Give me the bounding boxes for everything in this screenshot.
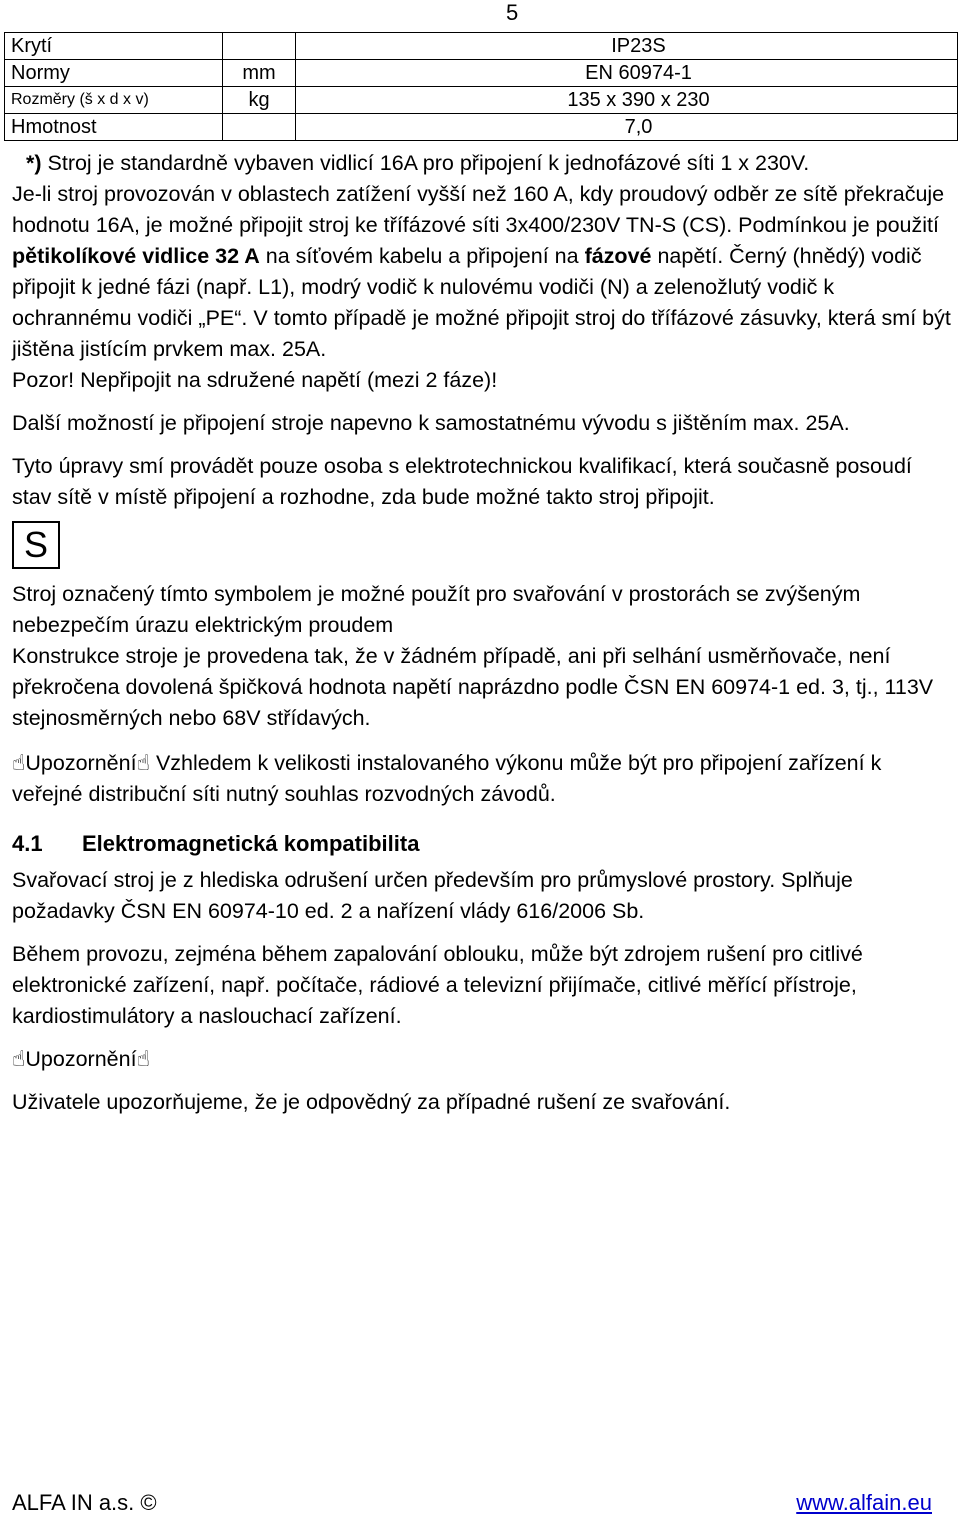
spec-value: EN 60974-1 bbox=[296, 60, 958, 87]
s-symbol-paragraph: Stroj označený tímto symbolem je možné použít pro svařování v prostorách se zvýšeným nebezpečím úrazu elektrickým proudem bbox=[12, 582, 861, 637]
text-run: napětí. Černý (hnědý) vodič připojit k jedné fázi (např. L1), modrý vodič k nulovému vodiči (N) a zelenožlutý vodič k ochrannému vodiči „PE“. V tomto případě je možné připojit stroj do třífázové zásuvky, která smí být jištěna jistícím prvkem max. 25A. bbox=[12, 244, 951, 361]
note-marker: *) bbox=[26, 151, 42, 175]
hand-pointing-icon: ☝ bbox=[136, 1047, 150, 1072]
table-row bbox=[5, 60, 958, 87]
spec-unit bbox=[223, 33, 296, 60]
table-row bbox=[5, 33, 958, 60]
notice-label: Upozornění bbox=[25, 751, 137, 775]
spec-label: Krytí bbox=[5, 33, 223, 60]
footer-company: ALFA IN a.s. © bbox=[12, 1490, 157, 1515]
table-row bbox=[5, 87, 958, 114]
qualified-person-paragraph: Tyto úpravy smí provádět pouze osoba s elektrotechnickou kvalifikací, která současně posoudí stav sítě v místě připojení a rozhodne, zda bude možné takto stroj připojit. bbox=[12, 454, 912, 509]
spec-value: IP23S bbox=[296, 33, 958, 60]
construction-paragraph: Konstrukce stroje je provedena tak, že v žádném případě, ani při selhání usměrňovače, není překročena dovolená špičková hodnota napětí naprázdno podle ČSN EN 60974-1 ed. 3, tj., 113V stejnosměrných nebo 68V střídavých. bbox=[12, 644, 934, 730]
bold-text: pětikolíkové vidlice 32 A bbox=[12, 244, 260, 268]
section-number: 4.1 bbox=[12, 831, 43, 856]
spec-unit: mm bbox=[223, 60, 296, 87]
hand-pointing-icon: ☝ bbox=[136, 751, 150, 776]
section-heading bbox=[12, 828, 952, 859]
page-content bbox=[12, 148, 952, 1118]
notice-text: Vzhledem k velikosti instalovaného výkonu může být pro připojení zařízení k veřejné distribuční síti nutný souhlas rozvodných závodů. bbox=[12, 751, 882, 806]
fixed-connection-paragraph: Další možností je připojení stroje napevno k samostatnému vývodu s jištěním max. 25A. bbox=[12, 411, 850, 435]
three-phase-paragraph bbox=[12, 179, 952, 365]
notice-paragraph bbox=[12, 748, 952, 810]
spec-value: 7,0 bbox=[296, 114, 958, 141]
spec-label: Normy bbox=[5, 60, 223, 87]
notice-label: Upozornění bbox=[25, 1047, 137, 1071]
warning-line: Pozor! Nepřipojit na sdružené napětí (mezi 2 fáze)! bbox=[12, 368, 498, 392]
spec-label: Hmotnost bbox=[5, 114, 223, 141]
hand-pointing-icon: ☝ bbox=[12, 1047, 26, 1072]
text-run: na síťovém kabelu a připojení na bbox=[259, 244, 585, 268]
section-title: Elektromagnetická kompatibilita bbox=[82, 831, 420, 856]
footer-website-link[interactable]: www.alfain.eu bbox=[796, 1490, 932, 1515]
s-symbol-icon: S bbox=[12, 521, 60, 569]
user-responsibility-paragraph: Uživatele upozorňujeme, že je odpovědný za případné rušení ze svařování. bbox=[12, 1090, 731, 1114]
table-row bbox=[5, 114, 958, 141]
note-paragraph bbox=[12, 148, 952, 179]
spec-unit: kg bbox=[223, 87, 296, 114]
text-run: Je-li stroj provozován v oblastech zatížení vyšší než 160 A, kdy proudový odběr ze sítě překračuje hodnotu 16A, je možné připojit stroj ke třífázové síti 3x400/230V TN-S (CS). Podmínkou je použití bbox=[12, 182, 945, 237]
emc-interference-paragraph: Během provozu, zejména během zapalování oblouku, může být zdrojem rušení pro citlivé elektronické zařízení, např. počítače, rádiové a televizní přijímače, citlivé měřící přístroje, kardiostimulátory a naslouchací zařízení. bbox=[12, 942, 863, 1028]
spec-unit bbox=[223, 114, 296, 141]
page-number: 5 bbox=[506, 0, 519, 25]
emc-paragraph: Svařovací stroj je z hlediska odrušení určen především pro průmyslové prostory. Splňuje požadavky ČSN EN 60974-10 ed. 2 a nařízení vlády 616/2006 Sb. bbox=[12, 868, 853, 923]
hand-pointing-icon: ☝ bbox=[12, 751, 26, 776]
note-text: Stroj je standardně vybaven vidlicí 16A pro připojení k jednofázové síti 1 x 230V. bbox=[41, 151, 810, 175]
notice-paragraph bbox=[12, 1044, 952, 1075]
spec-label: Rozměry (š x d x v) bbox=[5, 87, 223, 114]
spec-table bbox=[4, 32, 958, 141]
spec-value: 135 x 390 x 230 bbox=[296, 87, 958, 114]
bold-text: fázové bbox=[584, 244, 652, 268]
